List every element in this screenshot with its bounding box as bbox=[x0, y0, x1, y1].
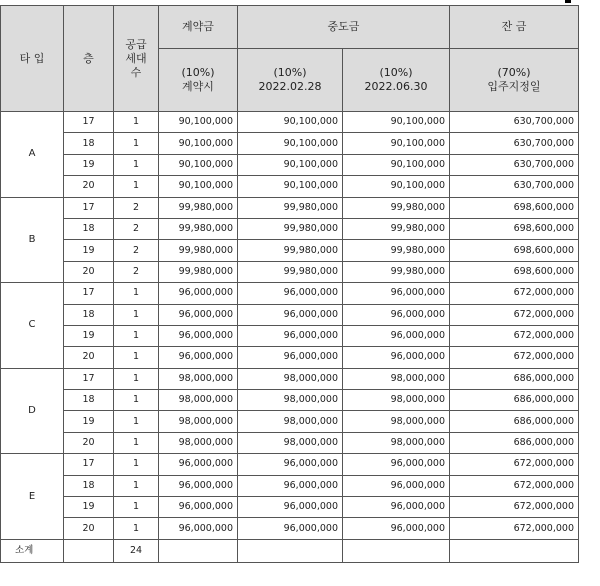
middle2-pct: (10%) bbox=[379, 66, 413, 79]
balance-amount: 686,000,000 bbox=[450, 368, 579, 389]
floor-cell: 18 bbox=[64, 475, 114, 496]
middle1-amount: 99,980,000 bbox=[238, 240, 343, 261]
header-contract: 계약금 bbox=[159, 6, 238, 49]
floor-cell: 18 bbox=[64, 218, 114, 239]
table-row bbox=[1, 432, 579, 453]
units-cell: 1 bbox=[114, 176, 159, 197]
middle2-amount: 96,000,000 bbox=[343, 325, 450, 346]
table-row bbox=[1, 454, 579, 475]
middle1-amount: 90,100,000 bbox=[238, 112, 343, 133]
middle2-amount: 96,000,000 bbox=[343, 283, 450, 304]
units-cell: 2 bbox=[114, 218, 159, 239]
floor-cell: 17 bbox=[64, 283, 114, 304]
middle1-amount: 98,000,000 bbox=[238, 390, 343, 411]
middle2-amount: 98,000,000 bbox=[343, 368, 450, 389]
middle1-amount: 90,100,000 bbox=[238, 133, 343, 154]
header-floor: 층 bbox=[64, 6, 114, 112]
contract-amount: 96,000,000 bbox=[159, 497, 238, 518]
balance-amount: 630,700,000 bbox=[450, 133, 579, 154]
contract-amount: 98,000,000 bbox=[159, 411, 238, 432]
middle2-amount: 99,980,000 bbox=[343, 197, 450, 218]
units-cell: 1 bbox=[114, 112, 159, 133]
units-cell: 1 bbox=[114, 411, 159, 432]
balance-amount: 698,600,000 bbox=[450, 197, 579, 218]
table-row bbox=[1, 133, 579, 154]
middle1-amount: 96,000,000 bbox=[238, 347, 343, 368]
contract-amount: 99,980,000 bbox=[159, 197, 238, 218]
middle2-amount: 90,100,000 bbox=[343, 154, 450, 175]
table-row bbox=[1, 368, 579, 389]
balance-amount: 672,000,000 bbox=[450, 497, 579, 518]
units-cell: 1 bbox=[114, 154, 159, 175]
middle2-amount: 96,000,000 bbox=[343, 304, 450, 325]
header-middle: 중도금 bbox=[238, 6, 450, 49]
floor-cell: 18 bbox=[64, 133, 114, 154]
middle1-amount: 96,000,000 bbox=[238, 283, 343, 304]
total-empty-4 bbox=[450, 539, 579, 562]
floor-cell: 20 bbox=[64, 176, 114, 197]
middle1-amount: 96,000,000 bbox=[238, 497, 343, 518]
balance-amount: 698,600,000 bbox=[450, 240, 579, 261]
table-row bbox=[1, 154, 579, 175]
total-units: 24 bbox=[114, 539, 159, 562]
balance-amount: 698,600,000 bbox=[450, 261, 579, 282]
table-row bbox=[1, 347, 579, 368]
floor-cell: 19 bbox=[64, 325, 114, 346]
middle2-amount: 96,000,000 bbox=[343, 518, 450, 539]
units-cell: 1 bbox=[114, 304, 159, 325]
middle1-amount: 98,000,000 bbox=[238, 432, 343, 453]
middle1-amount: 99,980,000 bbox=[238, 197, 343, 218]
middle1-amount: 90,100,000 bbox=[238, 154, 343, 175]
floor-cell: 19 bbox=[64, 154, 114, 175]
header-units bbox=[114, 6, 159, 112]
header-type: 타 입 bbox=[1, 6, 64, 112]
balance-pct: (70%) bbox=[497, 66, 531, 79]
units-cell: 1 bbox=[114, 518, 159, 539]
middle1-pct: (10%) bbox=[273, 66, 307, 79]
middle2-amount: 98,000,000 bbox=[343, 390, 450, 411]
floor-cell: 17 bbox=[64, 112, 114, 133]
balance-amount: 672,000,000 bbox=[450, 347, 579, 368]
middle1-amount: 99,980,000 bbox=[238, 218, 343, 239]
contract-amount: 96,000,000 bbox=[159, 347, 238, 368]
middle1-amount: 98,000,000 bbox=[238, 411, 343, 432]
floor-cell: 19 bbox=[64, 240, 114, 261]
type-cell: B bbox=[1, 197, 64, 283]
middle1-amount: 96,000,000 bbox=[238, 325, 343, 346]
middle2-amount: 90,100,000 bbox=[343, 176, 450, 197]
units-cell: 1 bbox=[114, 325, 159, 346]
units-cell: 2 bbox=[114, 197, 159, 218]
balance-when: 입주지정일 bbox=[487, 80, 541, 93]
floor-cell: 20 bbox=[64, 518, 114, 539]
balance-amount: 686,000,000 bbox=[450, 390, 579, 411]
units-cell: 1 bbox=[114, 390, 159, 411]
middle2-amount: 99,980,000 bbox=[343, 261, 450, 282]
middle1-amount: 96,000,000 bbox=[238, 454, 343, 475]
header-middle1-detail bbox=[238, 49, 343, 112]
total-label: 소계 bbox=[1, 539, 64, 562]
header-balance: 잔 금 bbox=[450, 6, 579, 49]
header-contract-detail bbox=[159, 49, 238, 112]
table-row bbox=[1, 218, 579, 239]
contract-amount: 90,100,000 bbox=[159, 176, 238, 197]
units-cell: 1 bbox=[114, 454, 159, 475]
middle2-amount: 96,000,000 bbox=[343, 454, 450, 475]
units-cell: 1 bbox=[114, 475, 159, 496]
balance-amount: 672,000,000 bbox=[450, 283, 579, 304]
units-cell: 1 bbox=[114, 432, 159, 453]
total-empty-3 bbox=[343, 539, 450, 562]
contract-amount: 96,000,000 bbox=[159, 454, 238, 475]
floor-cell: 17 bbox=[64, 368, 114, 389]
floor-cell: 17 bbox=[64, 454, 114, 475]
contract-amount: 96,000,000 bbox=[159, 475, 238, 496]
middle2-amount: 98,000,000 bbox=[343, 411, 450, 432]
type-cell: E bbox=[1, 454, 64, 540]
total-floor-empty bbox=[64, 539, 114, 562]
header-units-line2: 세대 bbox=[125, 51, 147, 65]
total-empty-1 bbox=[159, 539, 238, 562]
middle1-date: 2022.02.28 bbox=[258, 80, 322, 93]
table-row bbox=[1, 304, 579, 325]
balance-amount: 672,000,000 bbox=[450, 325, 579, 346]
middle2-amount: 96,000,000 bbox=[343, 475, 450, 496]
contract-pct: (10%) bbox=[181, 66, 215, 79]
header-balance-detail bbox=[450, 49, 579, 112]
floor-cell: 18 bbox=[64, 390, 114, 411]
units-cell: 2 bbox=[114, 261, 159, 282]
units-cell: 1 bbox=[114, 133, 159, 154]
balance-amount: 672,000,000 bbox=[450, 304, 579, 325]
header-units-line1: 공급 bbox=[125, 37, 147, 51]
table-row bbox=[1, 112, 579, 133]
floor-cell: 19 bbox=[64, 497, 114, 518]
middle1-amount: 96,000,000 bbox=[238, 475, 343, 496]
contract-amount: 90,100,000 bbox=[159, 154, 238, 175]
table-row bbox=[1, 240, 579, 261]
middle1-amount: 99,980,000 bbox=[238, 261, 343, 282]
table-row bbox=[1, 176, 579, 197]
table-row bbox=[1, 411, 579, 432]
middle1-amount: 90,100,000 bbox=[238, 176, 343, 197]
type-cell: A bbox=[1, 112, 64, 198]
middle1-amount: 98,000,000 bbox=[238, 368, 343, 389]
balance-amount: 672,000,000 bbox=[450, 518, 579, 539]
balance-amount: 630,700,000 bbox=[450, 112, 579, 133]
floor-cell: 20 bbox=[64, 347, 114, 368]
table-row bbox=[1, 261, 579, 282]
contract-amount: 96,000,000 bbox=[159, 304, 238, 325]
middle2-amount: 99,980,000 bbox=[343, 240, 450, 261]
balance-amount: 698,600,000 bbox=[450, 218, 579, 239]
middle2-amount: 98,000,000 bbox=[343, 432, 450, 453]
balance-amount: 672,000,000 bbox=[450, 475, 579, 496]
header-middle2-detail bbox=[343, 49, 450, 112]
contract-amount: 98,000,000 bbox=[159, 368, 238, 389]
total-empty-2 bbox=[238, 539, 343, 562]
contract-amount: 96,000,000 bbox=[159, 518, 238, 539]
contract-amount: 99,980,000 bbox=[159, 261, 238, 282]
middle2-amount: 96,000,000 bbox=[343, 497, 450, 518]
table-row bbox=[1, 197, 579, 218]
middle2-amount: 96,000,000 bbox=[343, 347, 450, 368]
table-row bbox=[1, 518, 579, 539]
table-row bbox=[1, 390, 579, 411]
table-body bbox=[1, 112, 579, 540]
header-row-1 bbox=[1, 6, 579, 49]
contract-amount: 99,980,000 bbox=[159, 240, 238, 261]
table-row bbox=[1, 283, 579, 304]
floor-cell: 17 bbox=[64, 197, 114, 218]
units-cell: 2 bbox=[114, 240, 159, 261]
contract-amount: 90,100,000 bbox=[159, 112, 238, 133]
table-row bbox=[1, 497, 579, 518]
floor-cell: 18 bbox=[64, 304, 114, 325]
floor-cell: 20 bbox=[64, 432, 114, 453]
units-cell: 1 bbox=[114, 497, 159, 518]
header-units-line3: 수 bbox=[130, 65, 142, 79]
payment-schedule-table bbox=[0, 5, 579, 563]
balance-amount: 630,700,000 bbox=[450, 154, 579, 175]
middle2-amount: 99,980,000 bbox=[343, 218, 450, 239]
units-cell: 1 bbox=[114, 347, 159, 368]
middle2-amount: 90,100,000 bbox=[343, 112, 450, 133]
contract-amount: 96,000,000 bbox=[159, 325, 238, 346]
total-row bbox=[1, 539, 579, 562]
balance-amount: 630,700,000 bbox=[450, 176, 579, 197]
middle1-amount: 96,000,000 bbox=[238, 518, 343, 539]
floor-cell: 20 bbox=[64, 261, 114, 282]
contract-amount: 98,000,000 bbox=[159, 432, 238, 453]
middle2-amount: 90,100,000 bbox=[343, 133, 450, 154]
contract-when: 계약시 bbox=[182, 80, 214, 93]
balance-amount: 672,000,000 bbox=[450, 454, 579, 475]
balance-amount: 686,000,000 bbox=[450, 432, 579, 453]
type-cell: D bbox=[1, 368, 64, 454]
type-cell: C bbox=[1, 283, 64, 369]
contract-amount: 90,100,000 bbox=[159, 133, 238, 154]
corner-mark bbox=[565, 0, 571, 3]
contract-amount: 96,000,000 bbox=[159, 283, 238, 304]
units-cell: 1 bbox=[114, 283, 159, 304]
middle2-date: 2022.06.30 bbox=[364, 80, 428, 93]
table-row bbox=[1, 475, 579, 496]
table-row bbox=[1, 325, 579, 346]
contract-amount: 98,000,000 bbox=[159, 390, 238, 411]
balance-amount: 686,000,000 bbox=[450, 411, 579, 432]
units-cell: 1 bbox=[114, 368, 159, 389]
middle1-amount: 96,000,000 bbox=[238, 304, 343, 325]
contract-amount: 99,980,000 bbox=[159, 218, 238, 239]
floor-cell: 19 bbox=[64, 411, 114, 432]
